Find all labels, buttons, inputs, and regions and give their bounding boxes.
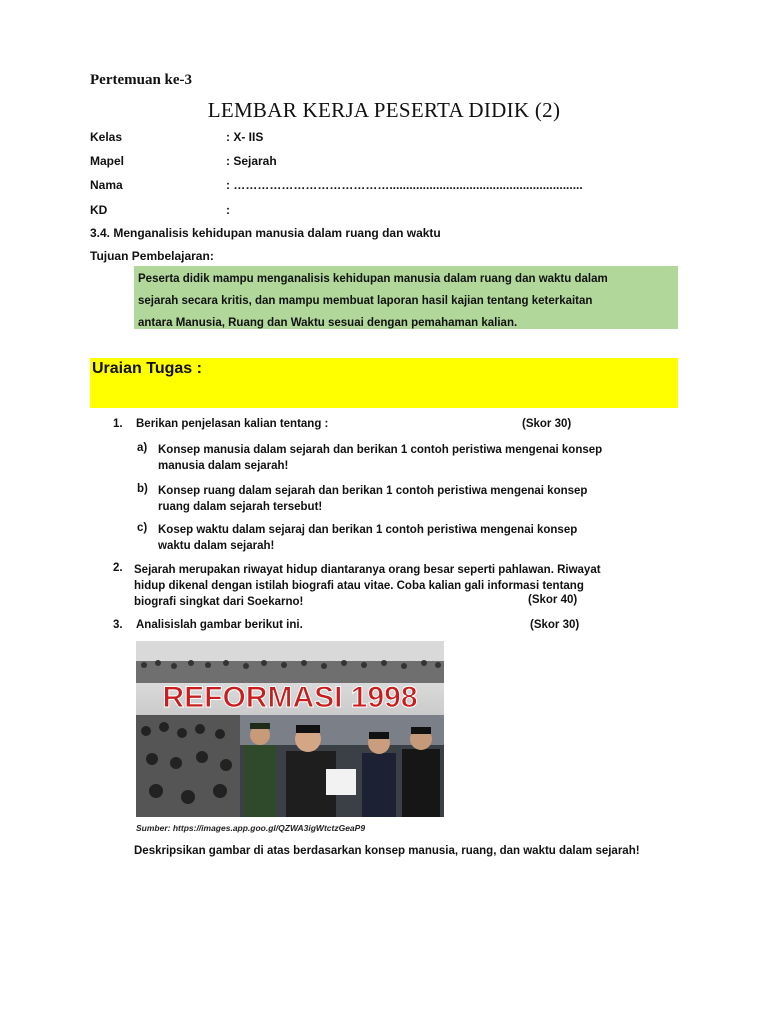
task-1-score: (Skor 30) xyxy=(522,418,572,430)
subtask-line: manusia dalam sejarah! xyxy=(158,460,289,472)
task-1-text: Berikan penjelasan kalian tentang : xyxy=(136,418,329,430)
image-caption: Sumber: https://images.app.goo.gl/QZWA3igWtctzGeaP9 xyxy=(136,823,366,833)
subtask-letter: c) xyxy=(137,522,148,534)
field-label-nama: Nama xyxy=(90,178,123,192)
task-line: biografi singkat dari Soekarno! xyxy=(134,596,304,608)
tujuan-line: Peserta didik mampu menganalisis kehidupan manusia dalam ruang dan waktu dalam xyxy=(138,273,608,285)
field-value-mapel: : Sejarah xyxy=(226,154,277,168)
field-label-kd: KD xyxy=(90,203,108,217)
tujuan-line: antara Manusia, Ruang dan Waktu sesuai dengan pemahaman kalian. xyxy=(138,317,518,329)
task-2-score: (Skor 40) xyxy=(528,594,578,606)
subtask-line: waktu dalam sejarah! xyxy=(158,540,275,552)
subtask-line: ruang dalam sejarah tersebut! xyxy=(158,501,323,513)
tujuan-line: sejarah secara kritis, dan mampu membuat laporan hasil kajian tentang keterkaitan xyxy=(138,295,593,307)
subtask-letter: a) xyxy=(137,442,148,454)
final-instruction: Deskripsikan gambar di atas berdasarkan konsep manusia, ruang, dan waktu dalam sejarah! xyxy=(134,845,640,857)
task-number: 2. xyxy=(113,562,123,574)
field-value-kd: : xyxy=(226,203,230,217)
field-label-kelas: Kelas xyxy=(90,130,123,144)
task-2-text xyxy=(134,562,679,610)
tujuan-label: Tujuan Pembelajaran: xyxy=(90,249,214,263)
uraian-title: Uraian Tugas : xyxy=(92,360,202,377)
subtask-b-text xyxy=(158,483,678,515)
tujuan-box xyxy=(134,266,678,329)
kd-description: 3.4. Menganalisis kehidupan manusia dalam ruang dan waktu xyxy=(90,226,441,240)
field-value-kelas: : X- IIS xyxy=(226,130,264,144)
task-line: hidup dikenal dengan istilah biografi atau vitae. Coba kalian gali informasi tentang xyxy=(134,580,584,592)
subtask-letter: b) xyxy=(137,483,148,495)
task-3-text: Analisislah gambar berikut ini. xyxy=(136,619,303,631)
subtask-line: Kosep waktu dalam sejaraj dan berikan 1 contoh peristiwa mengenai konsep xyxy=(158,524,578,536)
meeting-number: Pertemuan ke-3 xyxy=(90,72,193,88)
field-label-mapel: Mapel xyxy=(90,154,125,168)
page-title: LEMBAR KERJA PESERTA DIDIK (2) xyxy=(207,98,561,122)
subtask-a-text xyxy=(158,442,678,474)
task-number: 3. xyxy=(113,619,123,631)
subtask-line: Konsep manusia dalam sejarah dan berikan 1 contoh peristiwa mengenai konsep xyxy=(158,444,603,456)
reformasi-photo xyxy=(136,641,444,817)
field-value-nama: : ………………………………….......................................................... xyxy=(226,178,583,192)
task-line: Sejarah merupakan riwayat hidup diantaranya orang besar seperti pahlawan. Riwayat xyxy=(134,564,601,576)
photo-title-text: REFORMASI 1998 xyxy=(162,681,418,714)
task-number: 1. xyxy=(113,418,123,430)
uraian-header xyxy=(90,358,678,408)
subtask-c-text xyxy=(158,522,678,554)
task-3-score: (Skor 30) xyxy=(530,619,580,631)
subtask-line: Konsep ruang dalam sejarah dan berikan 1 contoh peristiwa mengenai konsep xyxy=(158,485,588,497)
photo-illustration xyxy=(136,641,444,817)
